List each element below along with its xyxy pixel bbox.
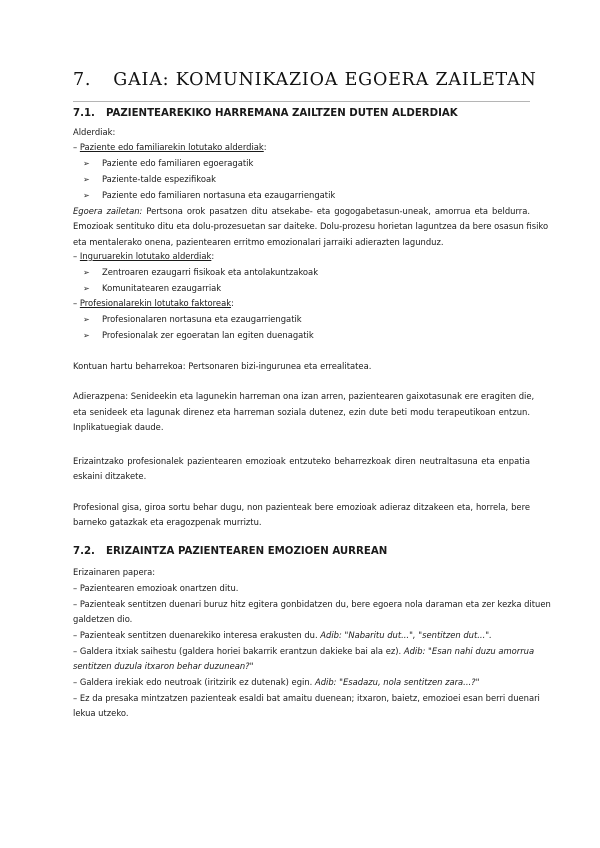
group-heading: – Paziente edo familiarekin lotutako alderdiak: <box>73 142 267 152</box>
paragraph-line <box>73 660 253 672</box>
paragraph-line: Inplikatuegiak daude. <box>73 422 164 432</box>
chapter-title <box>73 70 537 90</box>
list-item <box>73 645 535 657</box>
list-item-text: Paziente edo familiaren egoeragatik <box>102 158 254 168</box>
group-heading: – Inguruarekin lotutako alderdiak: <box>73 251 215 261</box>
paragraph-line: Emozioak sentituko ditu eta dolu-prozesuetan sar daiteke. Dolu-prozesu horietan laguntzea da bere osasun fisiko <box>73 221 549 231</box>
list-item-text: Profesionalaren nortasuna eta ezaugarriengatik <box>102 314 302 324</box>
list-item <box>73 629 492 641</box>
paragraph-line: Erizaintzako profesionalek pazientearen emozioak entzuteko beharrezkoak diren neutraltasuna eta enpatia <box>73 456 530 466</box>
note-line: Kontuan hartu beharrekoa: Pertsonaren bizi-ingurunea eta errealitatea. <box>73 361 372 371</box>
paragraph-text: Pertsona orok pasatzen ditu atsekabe- eta gogogabetasun-uneak, amorrua eta beldurra. <box>146 206 530 216</box>
list-item-text: – Galdera itxiak saihestu (galdera horiei bakarrik erantzun dakieke bai ala ez). <box>73 646 402 656</box>
list-item-text: Profesionalak zer egoeratan lan egiten duenagatik <box>102 330 314 340</box>
arrow-bullet-icon: ➢ <box>83 315 90 324</box>
paragraph-line: eta mentalerako onena, pazientearen erritmo emozionalari jarraiki adierazten lagunduz. <box>73 237 444 247</box>
arrow-bullet-icon: ➢ <box>83 159 90 168</box>
title-divider <box>73 101 530 102</box>
section-heading <box>73 546 387 557</box>
chapter-number: 7. <box>73 70 92 90</box>
arrow-bullet-icon: ➢ <box>83 175 90 184</box>
list-item-text: Paziente-talde espezifikoak <box>102 174 216 184</box>
group-label: Paziente edo familiarekin lotutako alderdiak <box>79 142 264 152</box>
section-number: 7.1. <box>73 108 95 119</box>
paragraph-line: galdetzen dio. <box>73 614 133 624</box>
list-item-text: – Galdera irekiak edo neutroak (iritzirik ez dutenak) egin. <box>73 677 313 687</box>
example-text: Adib: "Nabaritu dut...", "sentitzen dut...". <box>320 630 492 640</box>
list-item: – Pazientearen emozioak onartzen ditu. <box>73 583 239 593</box>
list-item-text: Paziente edo familiaren nortasuna eta ezaugarriengatik <box>102 190 336 200</box>
group-heading: – Profesionalarekin lotutako faktoreak: <box>73 298 234 308</box>
paragraph-line: – Pazienteak sentitzen duenari buruz hitz egitera gonbidatzen du, bere egoera nola daraman eta zer kezka dituen <box>73 599 551 609</box>
list-item <box>83 313 302 326</box>
dash: – <box>73 251 78 261</box>
dash: – <box>73 142 78 152</box>
list-item <box>83 329 314 342</box>
paragraph-line: lekua utzeko. <box>73 708 129 718</box>
section-number: 7.2. <box>73 546 95 557</box>
paragraph-line: Profesional gisa, giroa sortu behar dugu, non pazienteak bere emozioak adieraz ditzakeen eta, horrela, bere <box>73 502 530 512</box>
arrow-bullet-icon: ➢ <box>83 284 90 293</box>
section-title: PAZIENTEAREKIKO HARREMANA ZAILTZEN DUTEN ALDERDIAK <box>106 108 458 119</box>
group-label: Profesionalarekin lotutako faktoreak <box>79 298 232 308</box>
dash: – <box>73 298 78 308</box>
list-item-text: Komunitatearen ezaugarriak <box>102 283 222 293</box>
document-page <box>73 0 551 848</box>
list-item <box>83 157 253 170</box>
paragraph-line: Alderdiak: <box>73 127 116 137</box>
paragraph-line: Adierazpena: Senideekin eta lagunekin harreman ona izan arren, pazientearen gaixotasunak ere eragiten die, <box>73 391 535 401</box>
chapter-title-text: GAIA: KOMUNIKAZIOA EGOERA ZAILETAN <box>113 70 537 90</box>
list-item-text: – Pazienteak sentitzen duenarekiko interesa erakusten du. <box>73 630 318 640</box>
paragraph-line: – Ez da presaka mintzatzen pazienteak esaldi bat amaitu duenean; itxaron, baietz, emozioei esan berri duenari <box>73 693 540 703</box>
list-item <box>83 282 221 295</box>
list-item-text: Zentroaren ezaugarri fisikoak eta antolakuntzakoak <box>102 267 319 277</box>
difficult-label: Egoera zailetan: <box>73 206 143 216</box>
list-item <box>83 266 318 279</box>
example-text: Adib: "Esan nahi duzu amorrua <box>403 646 535 656</box>
paragraph-line: eskaini ditzakete. <box>73 471 147 481</box>
section-title: ERIZAINTZA PAZIENTEAREN EMOZIOEN AURREAN <box>106 546 388 557</box>
list-item <box>73 676 479 688</box>
arrow-bullet-icon: ➢ <box>83 331 90 340</box>
list-item <box>83 173 216 186</box>
paragraph-line: eta senideek eta lagunak direnez eta harreman soziala dutenez, ezin dute beti modu terapeutikoan entzun. <box>73 407 530 417</box>
arrow-bullet-icon: ➢ <box>83 191 90 200</box>
group-label: Inguruarekin lotutako alderdiak <box>79 251 212 261</box>
list-item <box>83 189 335 202</box>
example-text: Adib: "Esadazu, nola sentitzen zara...?" <box>314 677 480 687</box>
paragraph-line <box>73 205 530 217</box>
paragraph-line: Erizainaren papera: <box>73 567 156 577</box>
section-heading <box>73 108 458 119</box>
example-text: sentitzen duzula itxaron behar duzunean?" <box>73 661 254 671</box>
paragraph-line: barneko gatazkak eta eragozpenak murriztu. <box>73 517 262 527</box>
arrow-bullet-icon: ➢ <box>83 268 90 277</box>
